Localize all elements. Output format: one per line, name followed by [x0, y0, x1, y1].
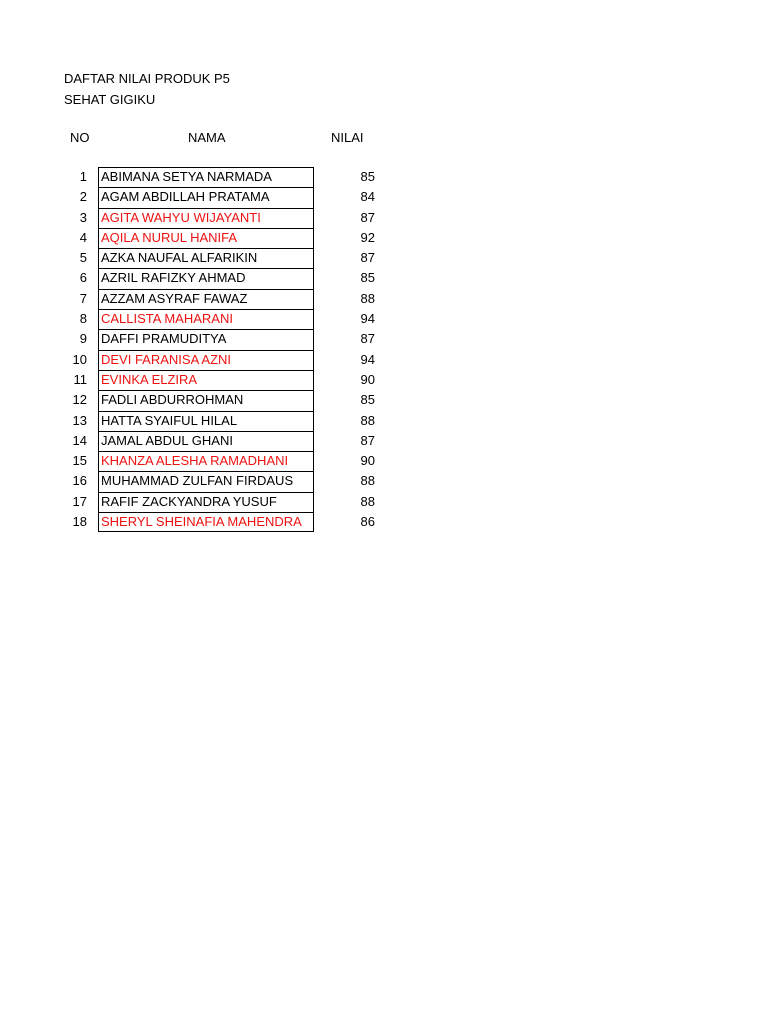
table-row [0, 248, 400, 268]
student-score: 88 [360, 412, 375, 428]
student-name: JAMAL ABDUL GHANI [98, 431, 314, 451]
student-score: 84 [360, 189, 375, 205]
student-name: AGAM ABDILLAH PRATAMA [98, 187, 314, 207]
table-row [0, 289, 400, 309]
column-header-nilai: NILAI [331, 130, 364, 145]
student-score: 85 [360, 270, 375, 286]
row-number: 2 [79, 189, 87, 205]
table-row [0, 492, 400, 512]
student-score: 90 [360, 453, 375, 469]
table-row [0, 431, 400, 451]
student-name: KHANZA ALESHA RAMADHANI [98, 451, 314, 471]
student-name: AGITA WAHYU WIJAYANTI [98, 208, 314, 228]
table-row [0, 329, 400, 349]
row-number: 6 [79, 270, 87, 286]
column-header-no: NO [70, 130, 90, 145]
student-score: 88 [360, 493, 375, 509]
student-name: AQILA NURUL HANIFA [98, 228, 314, 248]
student-name: DAFFI PRAMUDITYA [98, 329, 314, 349]
student-name: ABIMANA SETYA NARMADA [98, 167, 314, 187]
student-score: 90 [360, 371, 375, 387]
table-row [0, 390, 400, 410]
student-name: EVINKA ELZIRA [98, 370, 314, 390]
row-number: 4 [79, 229, 87, 245]
student-score: 87 [360, 331, 375, 347]
table-row [0, 268, 400, 288]
row-number: 5 [79, 250, 87, 266]
row-number: 9 [79, 331, 87, 347]
student-score: 87 [360, 432, 375, 448]
student-score: 87 [360, 209, 375, 225]
table-row [0, 370, 400, 390]
student-name: FADLI ABDURROHMAN [98, 390, 314, 410]
table-row [0, 309, 400, 329]
student-name: AZZAM ASYRAF FAWAZ [98, 289, 314, 309]
row-number: 18 [72, 514, 87, 530]
student-name: SHERYL SHEINAFIA MAHENDRA [98, 512, 314, 532]
row-number: 3 [79, 209, 87, 225]
row-number: 7 [79, 290, 87, 306]
document-subtitle: SEHAT GIGIKU [64, 92, 156, 107]
row-number: 13 [72, 412, 87, 428]
table-row [0, 167, 400, 187]
table-row [0, 451, 400, 471]
student-score: 86 [360, 514, 375, 530]
student-name: AZRIL RAFIZKY AHMAD [98, 268, 314, 288]
student-name: DEVI FARANISA AZNI [98, 350, 314, 370]
row-number: 14 [72, 432, 87, 448]
table-row [0, 411, 400, 431]
student-name: CALLISTA MAHARANI [98, 309, 314, 329]
row-number: 15 [72, 453, 87, 469]
table-row [0, 350, 400, 370]
student-name: RAFIF ZACKYANDRA YUSUF [98, 492, 314, 512]
document-title: DAFTAR NILAI PRODUK P5 [64, 71, 230, 86]
table-row [0, 228, 400, 248]
student-name: MUHAMMAD ZULFAN FIRDAUS [98, 471, 314, 491]
table-row [0, 512, 400, 532]
student-score: 88 [360, 290, 375, 306]
row-number: 17 [72, 493, 87, 509]
student-score: 87 [360, 250, 375, 266]
student-score: 85 [360, 392, 375, 408]
row-number: 8 [79, 311, 87, 327]
student-score: 92 [360, 229, 375, 245]
student-score: 85 [360, 169, 375, 184]
student-score: 94 [360, 351, 375, 367]
score-table [0, 167, 400, 532]
student-score: 94 [360, 311, 375, 327]
row-number: 11 [73, 371, 87, 387]
student-name: HATTA SYAIFUL HILAL [98, 411, 314, 431]
table-row [0, 208, 400, 228]
row-number: 12 [72, 392, 87, 408]
row-number: 16 [72, 473, 87, 489]
column-header-nama: NAMA [188, 130, 226, 145]
row-number: 10 [72, 351, 87, 367]
row-number: 1 [79, 169, 87, 184]
student-score: 88 [360, 473, 375, 489]
table-row [0, 187, 400, 207]
table-row [0, 471, 400, 491]
student-name: AZKA NAUFAL ALFARIKIN [98, 248, 314, 268]
